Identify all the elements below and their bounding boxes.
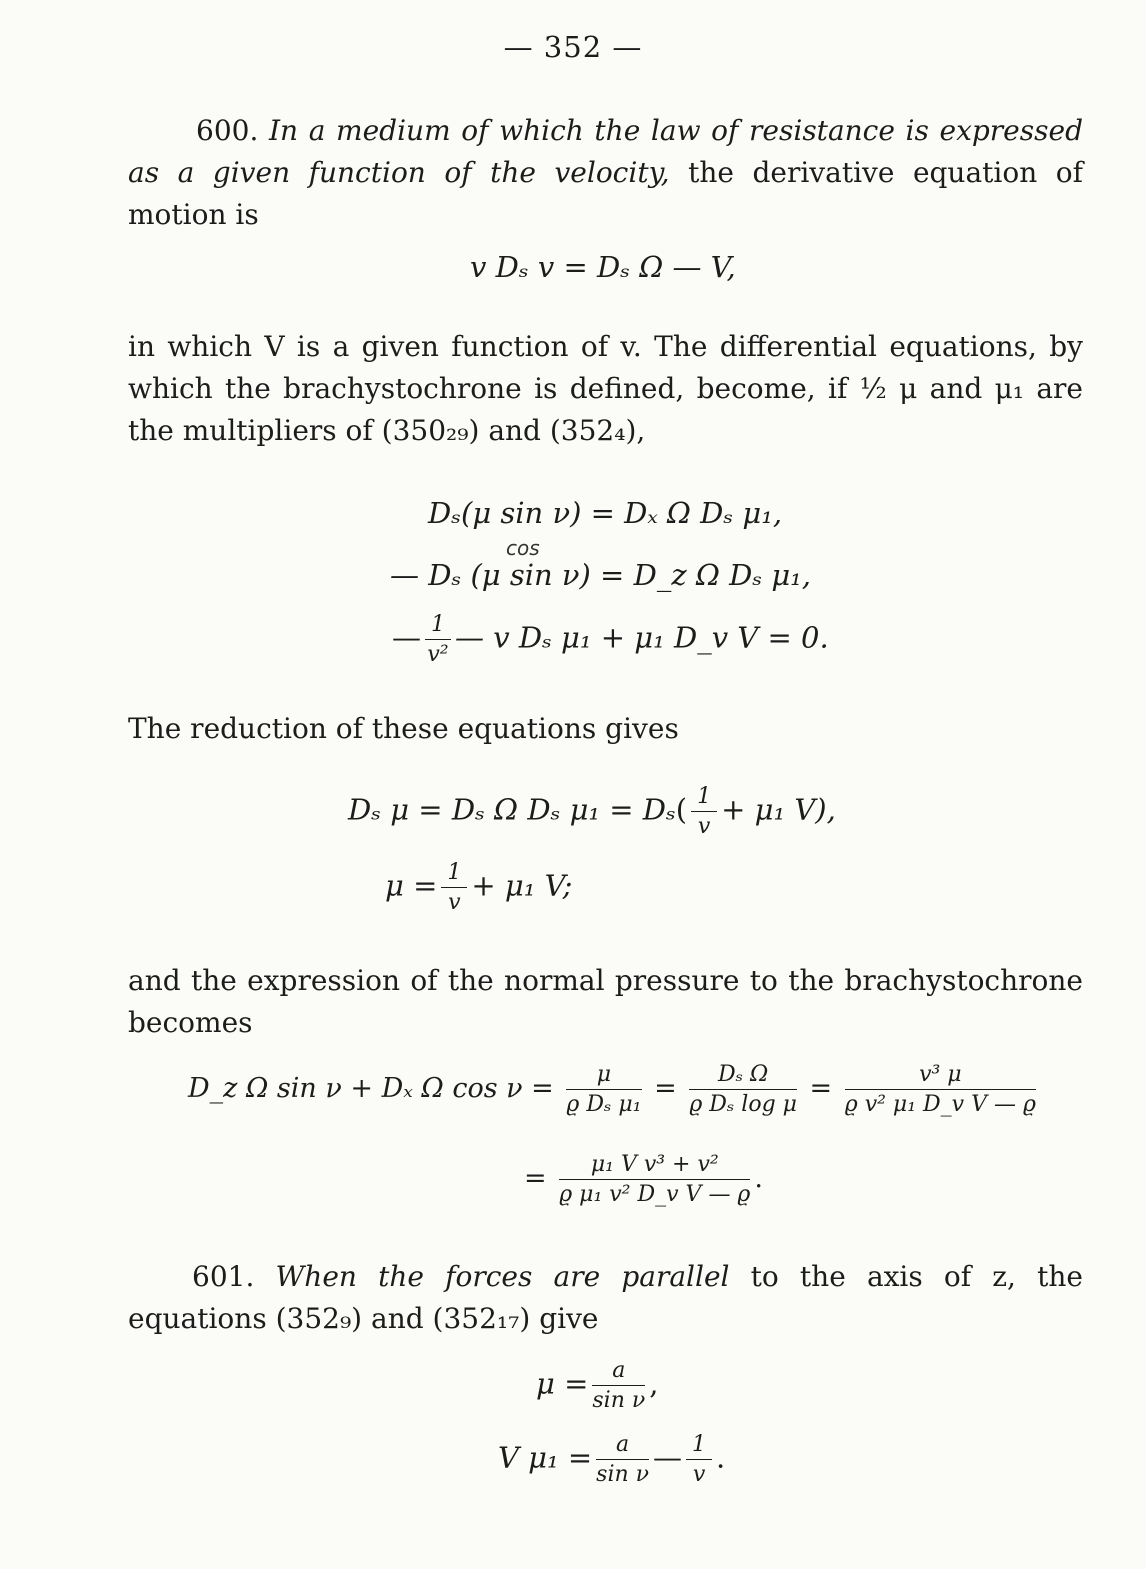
fraction-1-over-v: $\frac{1}{v}$ bbox=[441, 860, 467, 915]
equation-5: μ = $\frac{a}{\text{sin ν}}$ , bbox=[536, 1358, 659, 1413]
fraction-mu-over-rho-ds-mu1: $\frac{\mu}{\text{ϱ Dₛ μ₁}}$ bbox=[566, 1062, 642, 1117]
equation-3a: Dₛ μ = Dₛ Ω Dₛ μ₁ = Dₛ( $\frac{1}{v}$ + μ₁ V), bbox=[348, 784, 836, 839]
equation-4: D_z Ω sin ν + Dₓ Ω cos ν = $\frac{\mu}{\text{ϱ Dₛ μ₁}}$ = $\frac{\text{Dₛ Ω}}{\text{ϱ Dₛ log μ}}$ = $\frac{\text{v³ μ}}{\text{ϱ v² μ₁ D\_v V — ϱ}}$ bbox=[188, 1062, 1036, 1117]
page-number: — 352 — bbox=[503, 30, 643, 64]
paragraph-normal-pressure: and the expression of the normal pressure to the brachystochrone becomes bbox=[128, 964, 1083, 1039]
paragraph-reduction: The reduction of these equations gives bbox=[128, 712, 679, 745]
fraction-1-over-v2: $\frac{1}{\text{v²}}$ bbox=[425, 612, 451, 667]
paragraph-brachystochrone: in which V is a given function of v. The differential equations, by which the brachystochrone is defined, become, if ½ μ and μ₁ are the multipliers of (350₂₉) and (352₄), bbox=[128, 330, 1083, 447]
equation-2b: — Dₛ (μ sin ν) = D_z Ω Dₛ μ₁, bbox=[390, 558, 812, 592]
equation-2a: Dₛ(μ sin ν) = Dₓ Ω Dₛ μ₁, bbox=[428, 496, 783, 530]
section-text: to the axis of z, the equations (352₉) and (352₁₇) give bbox=[128, 1260, 1083, 1335]
fraction-final-pressure: $\frac{\text{μ₁ V v³ + v²}}{\text{ϱ μ₁ v² D\_v V — ϱ}}$ bbox=[559, 1152, 751, 1207]
section-number: 600. bbox=[196, 114, 259, 147]
section-italic-lead: When the forces are parallel bbox=[275, 1260, 730, 1293]
handwritten-correction: cos bbox=[506, 536, 540, 560]
fraction-a-over-sin: $\frac{a}{\text{sin ν}}$ bbox=[596, 1432, 650, 1487]
section-number: 601. bbox=[192, 1260, 255, 1293]
fraction-ds-omega-over-log: $\frac{\text{Dₛ Ω}}{\text{ϱ Dₛ log μ}}$ bbox=[689, 1062, 797, 1117]
fraction-1-over-v: $\frac{1}{v}$ bbox=[691, 784, 717, 839]
fraction-1-over-v: $\frac{1}{v}$ bbox=[686, 1432, 712, 1487]
section-italic-lead: In a medium of which the law of resistance is expressed as a given function of the velocity, bbox=[128, 114, 1083, 189]
equation-4-continued: = $\frac{\text{μ₁ V v³ + v²}}{\text{ϱ μ₁ v² D\_v V — ϱ}}$ . bbox=[524, 1152, 763, 1207]
section-text: the derivative equation of motion is bbox=[128, 156, 1084, 231]
equation-2c: — $\frac{1}{\text{v²}}$ — v Dₛ μ₁ + μ₁ D_v V = 0. bbox=[392, 612, 829, 667]
fraction-v3mu-over-denominator: $\frac{\text{v³ μ}}{\text{ϱ v² μ₁ D\_v V — ϱ}}$ bbox=[844, 1062, 1036, 1117]
section-601-paragraph bbox=[128, 1256, 1083, 1340]
section-600-paragraph bbox=[128, 110, 1083, 236]
fraction-a-over-sin: $\frac{a}{\text{sin ν}}$ bbox=[592, 1358, 646, 1413]
equation-6: V μ₁ = $\frac{a}{\text{sin ν}}$ — $\frac{1}{v}$ . bbox=[498, 1432, 726, 1487]
equation-3b: μ = $\frac{1}{v}$ + μ₁ V; bbox=[385, 860, 573, 915]
equation-1: v Dₛ v = Dₛ Ω — V, bbox=[470, 250, 736, 284]
